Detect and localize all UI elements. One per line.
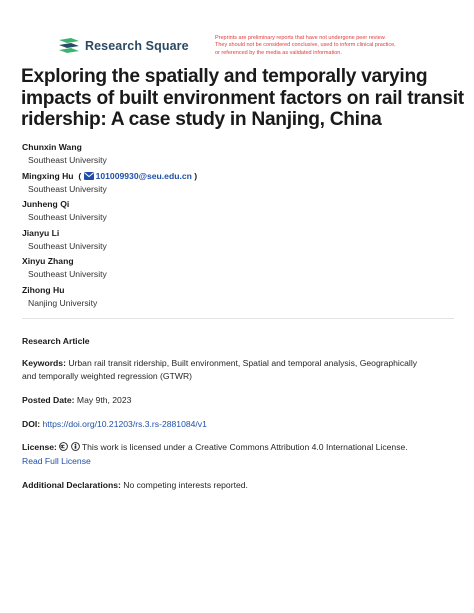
research-square-logo[interactable] [58,37,189,55]
declarations-section [22,479,454,492]
read-full-license-link[interactable]: Read Full License [22,455,91,466]
author-affiliation: Southeast University [28,240,107,251]
title-line: ridership: A case study in Nanjing, China [21,109,382,130]
keywords-section [22,357,454,382]
title-line: impacts of built environment factors on rail transit [21,87,464,109]
author-name-row [22,171,452,184]
author-affiliation: Southeast University [28,269,107,279]
attribution-icon [71,442,80,455]
posted-date-section [22,394,454,407]
keywords-line: and temporally weighted regression (GTWR) [22,370,193,381]
author-affiliation: Southeast University [28,183,107,194]
notice-line: Preprints are preliminary reports that have not undergone peer review. [215,35,386,41]
section-divider [22,318,454,319]
page-header [0,0,474,62]
author-email: 101009930@seu.edu.cn [95,170,192,181]
author-name: Junheng Qi [22,199,70,209]
license-section [22,441,454,467]
author-name: Zihong Hu [22,284,65,295]
keywords-label: Keywords: [22,358,66,368]
creative-commons-icon [59,442,68,455]
doi-link[interactable]: https://doi.org/10.21203/rs.3.rs-2881084/v1 [42,419,207,429]
author-affiliation: Nanjing University [28,297,98,308]
notice-line: They should not be considered conclusive, used to inform clinical practice, [215,42,396,49]
author-list [22,142,452,313]
posted-date-value: May 9th, 2023 [76,395,132,405]
paper-title [21,66,464,131]
paren-close: ) [194,170,198,181]
paren-open: ( [75,170,82,181]
keywords-line: Urban rail transit ridership, Built environment, Spatial and temporal analysis, Geographically [68,358,418,368]
author-entry [22,199,452,228]
author-entry [22,142,452,171]
license-label: License: [22,442,57,452]
doi-label: DOI: [22,419,41,429]
author-affiliation: Southeast University [28,212,107,222]
posted-date-label: Posted Date: [22,395,75,405]
author-entry [22,171,452,200]
research-square-logo-icon [58,37,80,55]
notice-line: or referenced by the media as validated information. [215,49,342,56]
article-type: Research Article [22,336,90,346]
author-entry [22,285,452,314]
author-entry [22,228,452,257]
declarations-value: No competing interests reported. [123,480,248,490]
author-name: Chunxin Wang [22,142,82,152]
author-affiliation: Southeast University [28,155,107,165]
author-name: Mingxing Hu [22,170,74,181]
doi-section [22,418,454,431]
license-text: This work is licensed under a Creative Commons Attribution 4.0 International License. [81,442,408,452]
logo-text: Research Square [85,39,189,53]
preprint-notice [215,35,455,57]
author-name: Jianyu Li [22,227,60,238]
declarations-label: Additional Declarations: [22,480,121,490]
author-email-link[interactable] [84,170,198,181]
author-name: Xinyu Zhang [22,256,74,266]
envelope-icon [84,172,94,183]
title-line: Exploring the spatially and temporally varying [21,66,428,87]
author-entry [22,256,452,285]
